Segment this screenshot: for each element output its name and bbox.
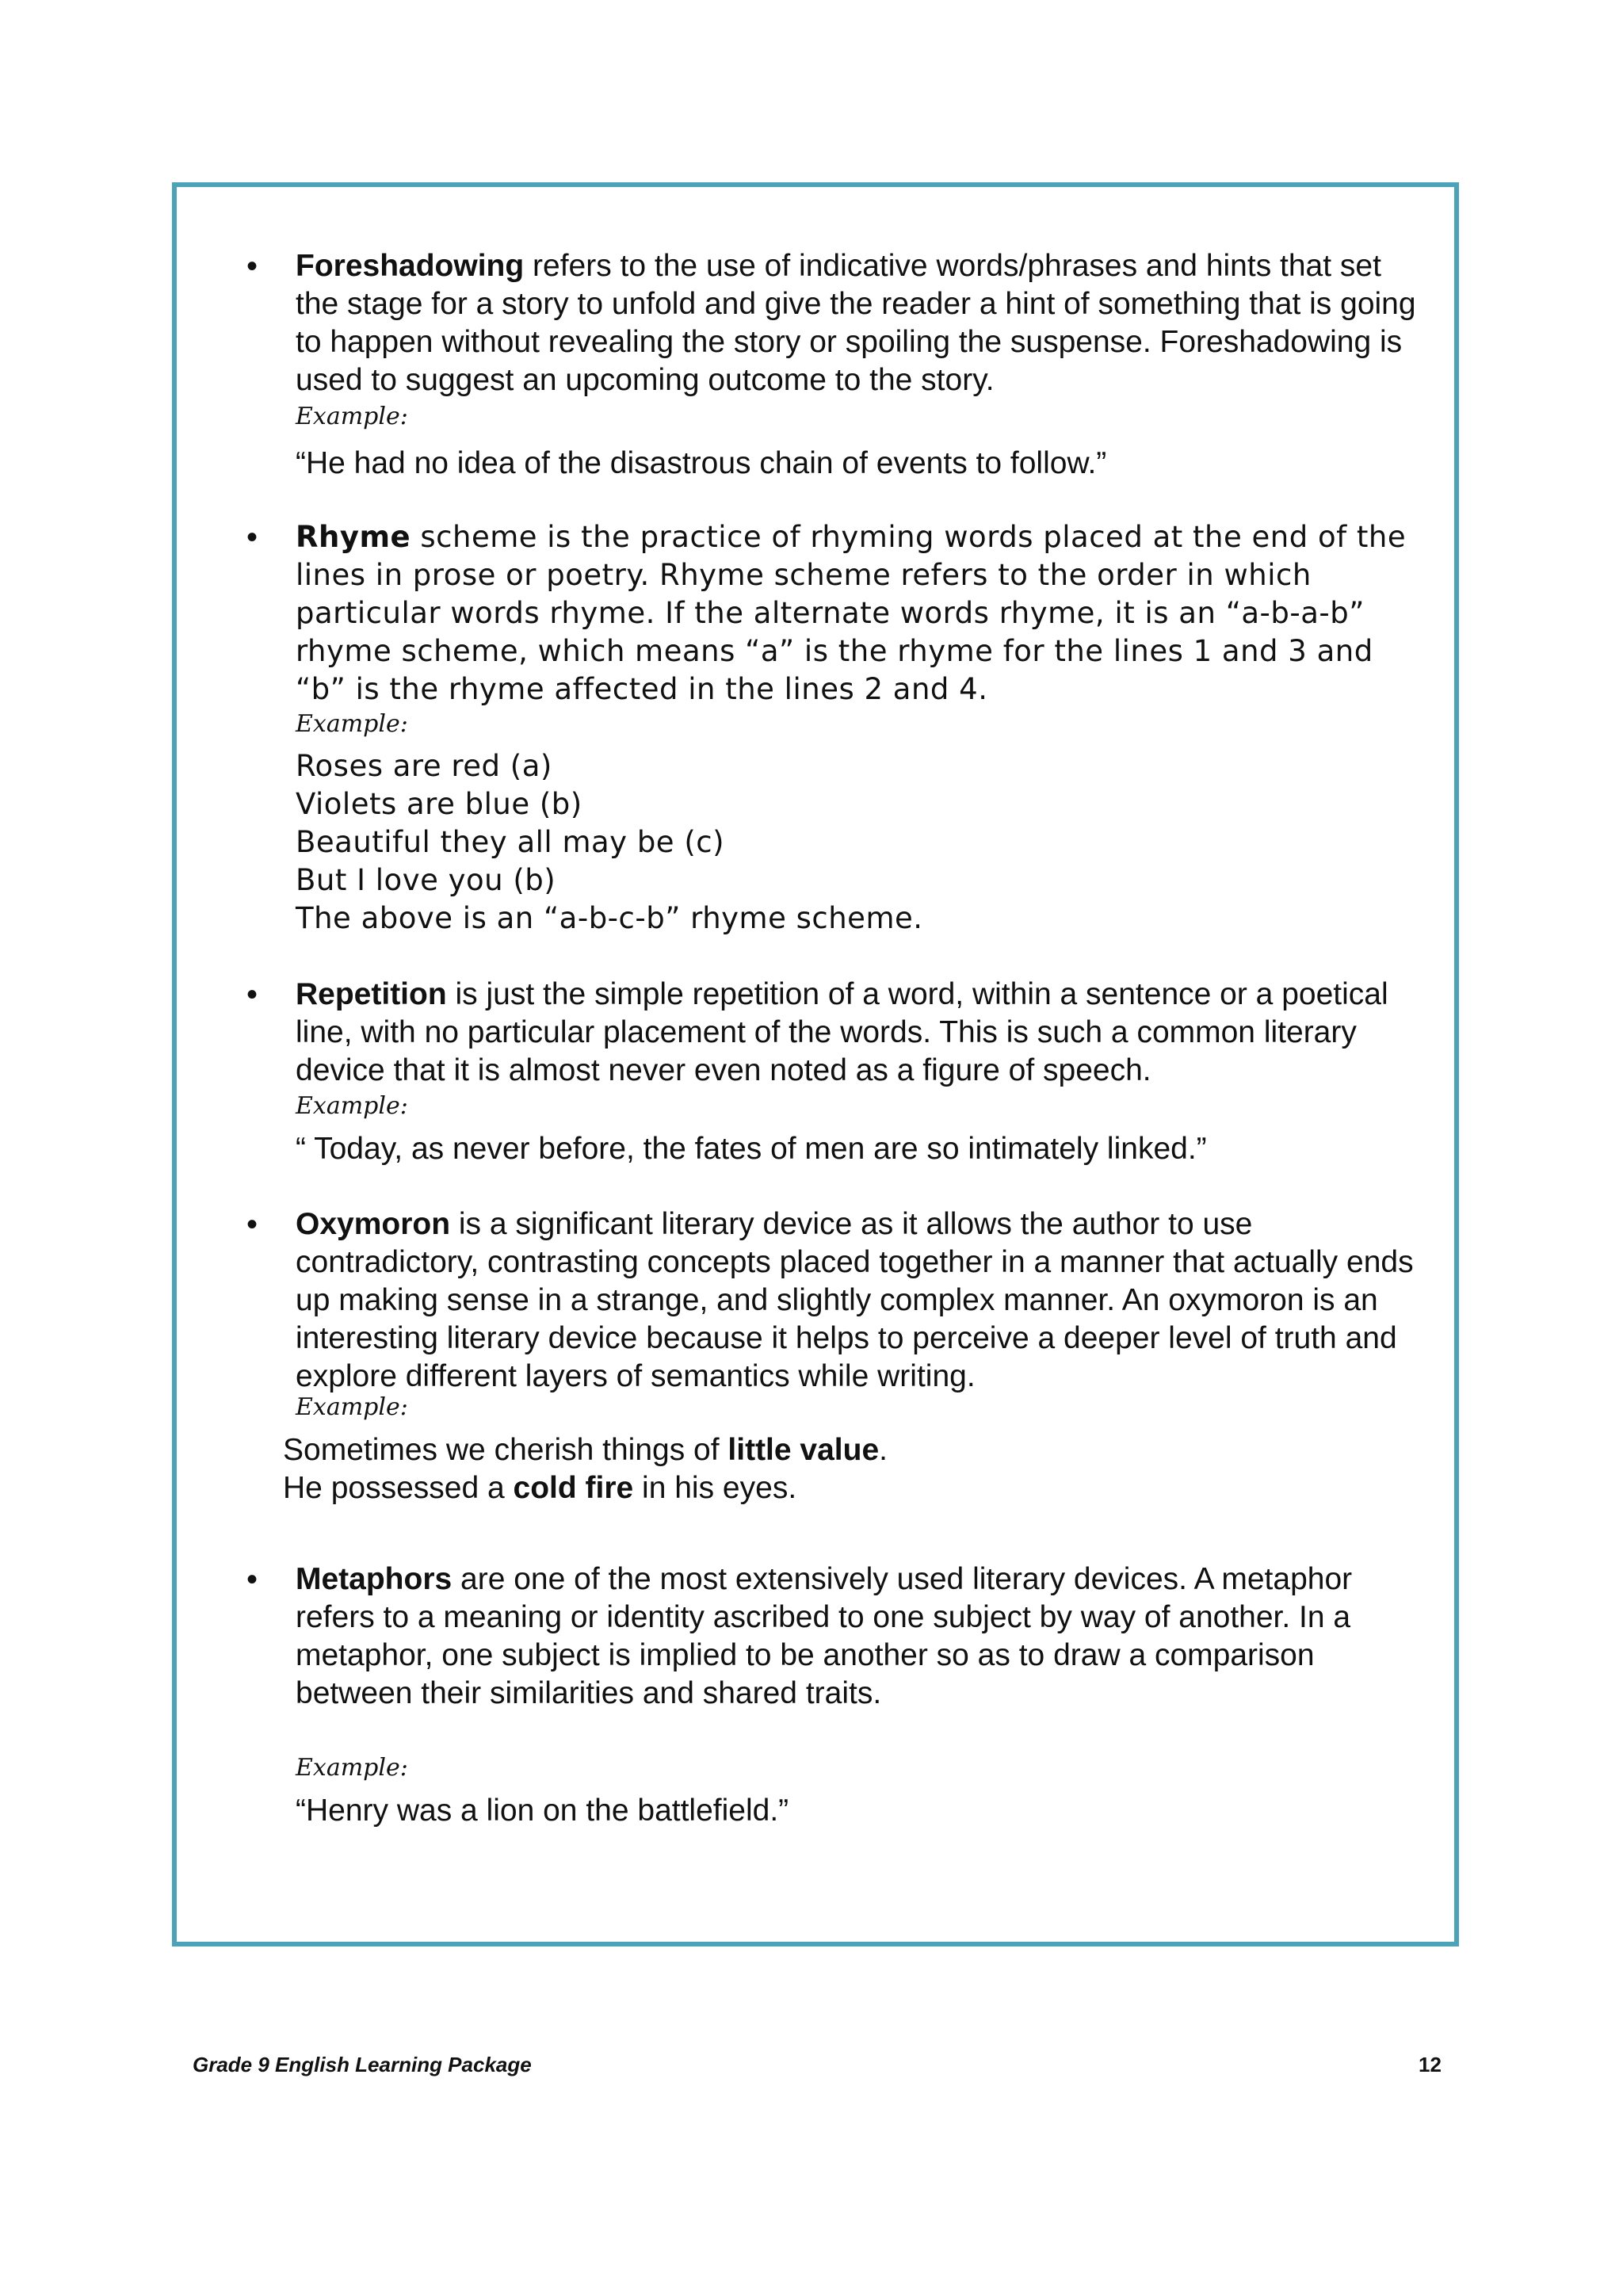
definition-text: are one of the most extensively used literary devices. A metaphor refers to a meaning or identity ascribed to one subject by way of another. In a metaphor, one subject is implied to be another so as to draw a comparison between their similarities and shared traits. (296, 1562, 1353, 1710)
example-text: Sometimes we cherish things of (283, 1433, 728, 1467)
example-line: The above is an “a-b-c-b” rhyme scheme. (296, 901, 923, 935)
term-rhyme: Rhyme (296, 520, 411, 554)
footer-title: Grade 9 English Learning Package (193, 2053, 532, 2076)
example-line: Beautiful they all may be (c) (296, 825, 725, 859)
example-label: Example: (296, 1393, 408, 1421)
example-line: “He had no idea of the disastrous chain of events to follow.” (296, 446, 1107, 480)
content-frame (172, 182, 1459, 1946)
definition-repetition (296, 976, 1429, 1090)
definition-text: is a significant literary device as it allows the author to use contradictory, contrasting concepts placed together in a manner that actually ends up making sense in a strange, and slightly complex manner. An oxymoron is an interesting literary device because it helps to perceive a deeper level of truth and explore different layers of semantics while writing. (296, 1207, 1414, 1393)
example-line: Roses are red (a) (296, 749, 552, 783)
example-label: Example: (296, 403, 408, 430)
example-label: Example: (296, 1754, 408, 1782)
definition-text: refers to the use of indicative words/phrases and hints that set the stage for a story to unfold and give the reader a hint of something that is going to happen without revealing the story or spoiling the suspense. Foreshadowing is used to suggest an upcoming outcome to the story. (296, 249, 1416, 397)
example-text: . (879, 1433, 888, 1467)
definition-oxymoron (296, 1205, 1429, 1396)
definition-metaphors (296, 1561, 1429, 1713)
example-line: Violets are blue (b) (296, 787, 582, 821)
example-line (283, 1469, 796, 1507)
example-label: Example: (296, 710, 408, 738)
definition-foreshadowing (296, 247, 1429, 399)
example-emphasis: little value (727, 1433, 880, 1467)
definition-text: is just the simple repetition of a word, within a sentence or a poetical line, with no particular placement of the words. This is such a common literary device that it is almost never even noted as a figure of speech. (296, 977, 1388, 1087)
definition-text: scheme is the practice of rhyming words placed at the end of the lines in prose or poetry. Rhyme scheme refers to the order in which particular words rhyme. If the alternate words rhyme, it is an “a-b-a-b” rhyme scheme, which means “a” is the rhyme for the lines 1 and 3 and “b” is the rhyme affected in the lines 2 and 4. (296, 520, 1407, 706)
bullet-icon: • (246, 1562, 258, 1597)
bullet-icon: • (246, 520, 258, 555)
bullet-icon: • (246, 1207, 258, 1242)
bullet-icon: • (246, 977, 258, 1012)
example-line: “ Today, as never before, the fates of men are so intimately linked.” (296, 1132, 1207, 1166)
example-line: But I love you (b) (296, 863, 556, 897)
example-line: “Henry was a lion on the battlefield.” (296, 1794, 789, 1828)
term-repetition: Repetition (296, 977, 447, 1011)
bullet-icon: • (246, 249, 258, 284)
definition-rhyme (296, 518, 1429, 709)
example-emphasis: cold fire (513, 1471, 634, 1505)
example-line (283, 1431, 888, 1469)
example-text: in his eyes. (633, 1471, 797, 1505)
term-foreshadowing: Foreshadowing (296, 249, 525, 283)
term-metaphors: Metaphors (296, 1562, 453, 1596)
example-text: He possessed a (283, 1471, 514, 1505)
page-number: 12 (1419, 2053, 1442, 2076)
term-oxymoron: Oxymoron (296, 1207, 451, 1241)
example-label: Example: (296, 1092, 408, 1120)
